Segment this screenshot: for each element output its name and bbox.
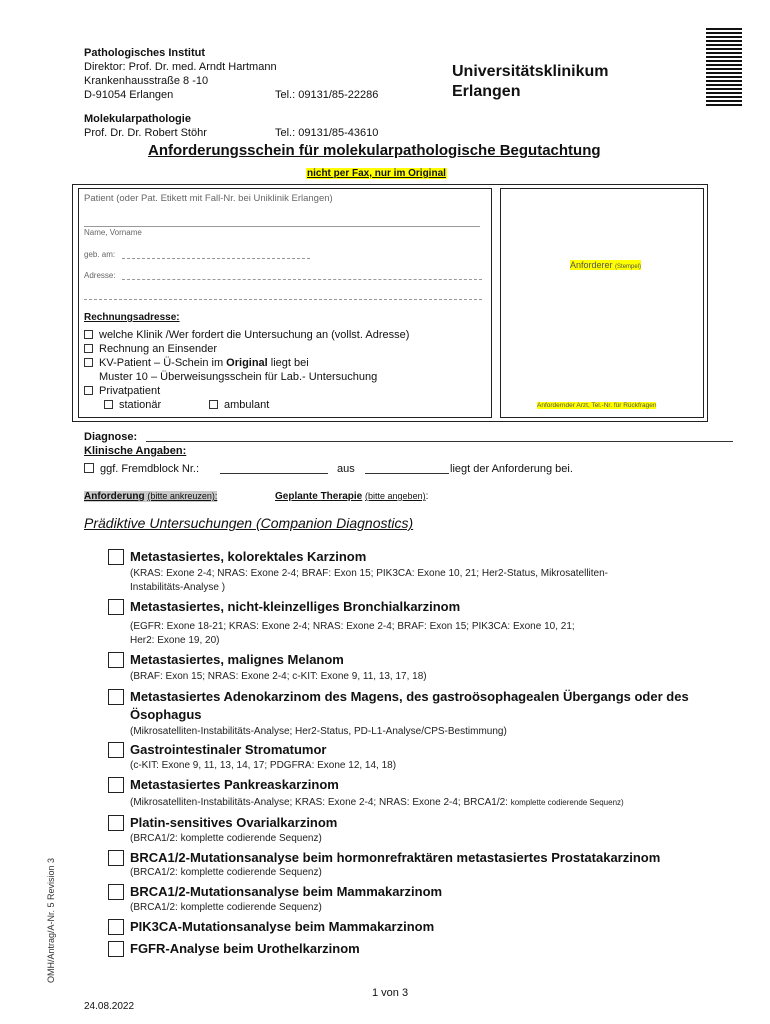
brand-logo-text (452, 62, 609, 102)
item-checkbox-10[interactable] (108, 919, 124, 935)
form-date: 24.08.2022 (84, 1001, 135, 1012)
item-title-3: Metastasiertes, malignes Melanom (130, 652, 344, 667)
ambulant-label: ambulant (224, 399, 270, 411)
stationaer-option[interactable] (104, 398, 161, 412)
item-desc-6-small: komplette codierende Sequenz) (510, 798, 624, 807)
item-checkbox-2[interactable] (108, 599, 124, 615)
checkbox[interactable] (84, 344, 93, 353)
therapy-label (275, 491, 428, 502)
stamp-box[interactable] (500, 188, 704, 418)
item-desc-3: (BRAF: Exon 15; NRAS: Exone 2-4; c-KIT: Exone 9, 11, 13, 17, 18) (130, 671, 427, 682)
brand-line-2: Erlangen (452, 83, 521, 100)
billing-option-2[interactable] (84, 342, 217, 356)
stamp-footer: Anfordernder Arzt, Tel.-Nr. für Rückfragen (537, 402, 657, 409)
phone-2: Tel.: 09131/85-43610 (275, 127, 379, 139)
institute-header (84, 46, 277, 102)
street: Krankenhausstraße 8 -10 (84, 75, 209, 87)
stamp-label-text: Anforderer (570, 260, 616, 270)
stamp-label (570, 260, 641, 270)
billing-option-3-bold: Original (226, 357, 268, 369)
diagnosis-label: Diagnose: (84, 431, 138, 443)
item-checkbox-9[interactable] (108, 884, 124, 900)
therapy-colon: : (425, 491, 429, 502)
billing-option-1-label: welche Klinik /Wer fordert die Untersuchung an (vollst. Adresse) (99, 329, 410, 341)
foreign-block-suffix: liegt der Anforderung bei. (450, 463, 573, 475)
foreign-block-row (84, 463, 199, 475)
request-hint: (bitte ankreuzen): (147, 491, 218, 501)
billing-heading: Rechnungsadresse: (84, 312, 180, 323)
item-title-11: FGFR-Analyse beim Urothelkarzinom (130, 941, 360, 956)
item-checkbox-4[interactable] (108, 689, 124, 705)
item-desc-5: (c-KIT: Exone 9, 11, 13, 14, 17; PDGFRA: Exone 12, 14, 18) (130, 760, 397, 771)
item-desc-1b: Instabilitäts-Analyse ) (130, 582, 226, 593)
form-title: Anforderungsschein für molekularpathologische Begutachtung (148, 142, 601, 159)
ambulant-option[interactable] (209, 398, 269, 412)
address-field[interactable] (122, 279, 482, 280)
item-checkbox-8[interactable] (108, 850, 124, 866)
address-field-2[interactable] (84, 299, 482, 300)
item-title-8: BRCA1/2-Mutationsanalyse beim hormonrefraktären metastasiertes Prostatakarzinom (130, 850, 661, 865)
billing-option-4-label: Privatpatient (99, 385, 161, 397)
name-label: Name, Vorname (84, 228, 142, 237)
item-desc-2b: Her2: Exone 19, 20) (130, 635, 220, 646)
therapy-hint: (bitte angeben) (365, 491, 426, 501)
item-checkbox-3[interactable] (108, 652, 124, 668)
patient-heading: Patient (oder Pat. Etikett mit Fall-Nr. bei Uniklinik Erlangen) (84, 193, 333, 204)
item-desc-7: (BRCA1/2: komplette codierende Sequenz) (130, 833, 322, 844)
item-checkbox-7[interactable] (108, 815, 124, 831)
billing-option-4[interactable] (84, 384, 160, 398)
checkbox[interactable] (84, 330, 93, 339)
item-desc-6-text: (Mikrosatelliten-Instabilitäts-Analyse; KRAS: Exone 2-4; NRAS: Exone 2-4; BRCA1/2: (130, 797, 511, 808)
item-checkbox-6[interactable] (108, 777, 124, 793)
foreign-block-source-field[interactable] (365, 473, 449, 474)
item-title-10: PIK3CA-Mutationsanalyse beim Mammakarzinom (130, 919, 435, 934)
logo-stripes-icon (706, 28, 742, 108)
side-revision-label: OMH/Antrag/A-Nr. 5 Revision 3 (46, 857, 56, 983)
item-desc-2a: (EGFR: Exone 18-21; KRAS: Exone 2-4; NRAS: Exone 2-4; BRAF: Exon 15; PIK3CA: Exone 10, 21; (130, 621, 575, 632)
billing-option-3-label: KV-Patient – Ü-Schein im (99, 357, 227, 369)
fax-note: nicht per Fax, nur im Original (307, 168, 446, 179)
dept-header (84, 112, 207, 140)
item-title-4: Metastasiertes Adenokarzinom des Magens, des gastroösophagealen Übergangs oder des (130, 689, 689, 704)
item-desc-6 (130, 796, 624, 809)
foreign-block-number-field[interactable] (220, 473, 328, 474)
address-label: Adresse: (84, 271, 116, 280)
foreign-block-checkbox[interactable] (84, 463, 94, 473)
dept-head: Prof. Dr. Dr. Robert Stöhr (84, 127, 207, 139)
checkbox[interactable] (84, 358, 93, 367)
item-desc-9: (BRCA1/2: komplette codierende Sequenz) (130, 902, 322, 913)
checkbox[interactable] (209, 400, 218, 409)
brand-line-1: Universitätsklinikum (452, 63, 609, 80)
checkbox[interactable] (104, 400, 113, 409)
item-title-4b: Ösophagus (130, 707, 202, 722)
item-desc-8: (BRCA1/2: komplette codierende Sequenz) (130, 867, 322, 878)
item-desc-4: (Mikrosatelliten-Instabilitäts-Analyse; Her2-Status, PD-L1-Analyse/CPS-Bestimmung) (130, 726, 507, 737)
item-title-7: Platin-sensitives Ovarialkarzinom (130, 815, 338, 830)
item-checkbox-5[interactable] (108, 742, 124, 758)
patient-line[interactable] (84, 226, 480, 227)
checkbox[interactable] (84, 386, 93, 395)
item-title-9: BRCA1/2-Mutationsanalyse beim Mammakarzinom (130, 884, 443, 899)
request-label (84, 491, 217, 502)
dob-field[interactable] (122, 258, 310, 259)
billing-option-1[interactable] (84, 328, 409, 342)
billing-option-3-detail: Muster 10 – Überweisungsschein für Lab.- Untersuchung (99, 371, 378, 383)
foreign-block-mid: aus (337, 463, 355, 475)
section-title: Prädiktive Untersuchungen (Companion Diagnostics) (84, 515, 414, 531)
clinical-label: Klinische Angaben: (84, 445, 187, 457)
stamp-label-small: (Stempel) (615, 264, 642, 270)
billing-option-2-label: Rechnung an Einsender (99, 343, 218, 355)
phone-1: Tel.: 09131/85-22286 (275, 89, 379, 101)
therapy-label-text: Geplante Therapie (275, 491, 363, 502)
item-checkbox-1[interactable] (108, 549, 124, 565)
item-checkbox-11[interactable] (108, 941, 124, 957)
city: D-91054 Erlangen (84, 89, 174, 101)
item-title-2: Metastasiertes, nicht-kleinzelliges Bronchialkarzinom (130, 599, 461, 614)
dept-name: Molekularpathologie (84, 113, 191, 125)
director: Direktor: Prof. Dr. med. Arndt Hartmann (84, 61, 277, 73)
item-title-6: Metastasiertes Pankreaskarzinom (130, 777, 339, 792)
foreign-block-prefix: ggf. Fremdblock Nr.: (100, 463, 200, 475)
request-label-text: Anforderung (84, 491, 145, 502)
stationaer-label: stationär (119, 399, 162, 411)
diagnosis-field[interactable] (146, 441, 733, 442)
institute-name: Pathologisches Institut (84, 47, 206, 59)
item-title-5: Gastrointestinaler Stromatumor (130, 742, 327, 757)
billing-option-3[interactable] (84, 356, 309, 370)
item-desc-1a: (KRAS: Exone 2-4; NRAS: Exone 2-4; BRAF: Exon 15; PIK3CA: Exone 10, 21; Her2-Status, Mikrosatelliten- (130, 568, 608, 579)
page-number: 1 von 3 (372, 987, 409, 999)
billing-option-3-tail: liegt bei (267, 357, 309, 369)
dob-label: geb. am: (84, 250, 116, 259)
item-title-1: Metastasiertes, kolorektales Karzinom (130, 549, 367, 564)
